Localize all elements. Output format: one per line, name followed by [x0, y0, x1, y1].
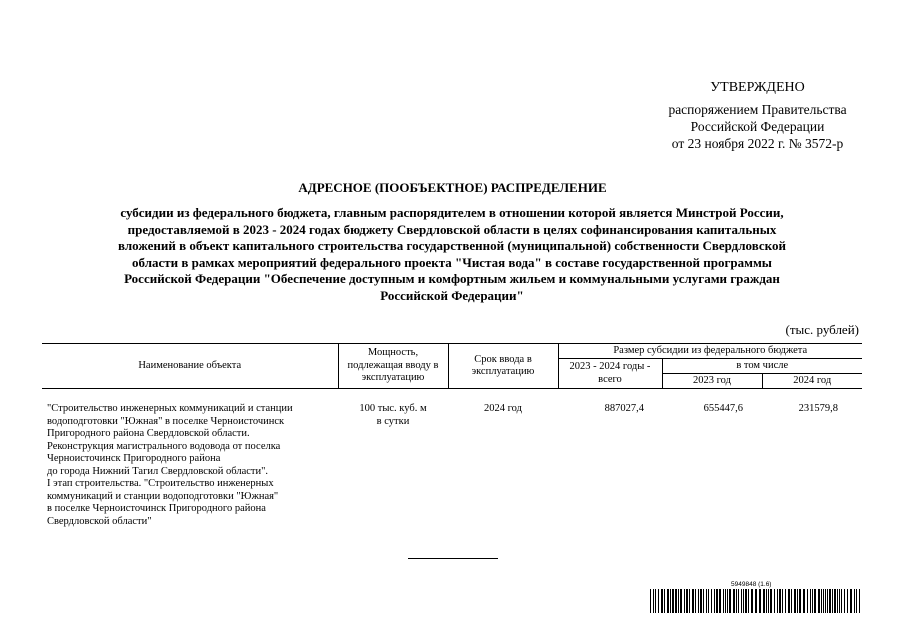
- closing-line: [408, 558, 498, 559]
- capacity-value: 100 тыс. куб. м: [359, 403, 427, 414]
- barcode-icon: [650, 589, 862, 613]
- y2023-cell: 655447,6: [703, 403, 743, 414]
- document-subtitle: [52, 205, 852, 305]
- object-name-line: Пригородного района Свердловской области.: [47, 428, 250, 439]
- term-cell: 2024 год: [484, 403, 522, 414]
- header-total: 2023 - 2024 годы - всего: [558, 359, 662, 389]
- document-code: 5949848 (1.6): [731, 581, 772, 588]
- header-2023: 2023 год: [662, 374, 762, 389]
- approval-line: от 23 ноября 2022 г. № 3572-р: [671, 136, 844, 151]
- approval-line: Российской Федерации: [690, 119, 825, 134]
- subtitle-line: Российской Федерации": [380, 287, 524, 303]
- y2024-cell: 231579,8: [798, 403, 838, 414]
- subtitle-line: Российской Федерации "Обеспечение доступным и комфортным жильем и коммунальными услугами граждан: [124, 271, 780, 287]
- object-name-line: коммуникаций и станции водоподготовки "Южная": [47, 490, 279, 502]
- subtitle-line: предоставляемой в 2023 - 2024 годах бюджету Свердловской области в целях софинансирования капитальных: [127, 221, 777, 237]
- capacity-unit: в сутки: [376, 415, 410, 427]
- units-label: (тыс. рублей): [785, 322, 859, 337]
- header-including: в том числе: [662, 359, 862, 374]
- object-name-line: Свердловской области": [47, 515, 152, 527]
- object-name-line: в поселке Черноисточинск Пригородного района: [47, 503, 266, 514]
- subtitle-line: субсидии из федерального бюджета, главным распорядителем в отношении которой является Минстрой России,: [120, 205, 784, 220]
- approval-stamp: [620, 79, 895, 152]
- object-name-line: I этап строительства. "Строительство инженерных: [47, 478, 274, 489]
- object-name-line: до города Нижний Тагил Свердловской области".: [47, 465, 269, 477]
- capacity-cell: [338, 403, 448, 428]
- object-name-line: Черноисточинск Пригородного района: [47, 453, 221, 464]
- header-name: Наименование объекта: [42, 344, 338, 389]
- approval-line: распоряжением Правительства: [668, 102, 847, 117]
- header-term: Срок ввода в эксплуатацию: [448, 344, 558, 389]
- object-name-line: Реконструкция магистрального водовода от поселка: [47, 440, 281, 452]
- header-subsidy-group: Размер субсидии из федерального бюджета: [558, 344, 862, 359]
- subtitle-line: вложений в объект капитального строительства государственной (муниципальной) собственности Свердловской: [118, 238, 786, 254]
- approval-heading: УТВЕРЖДЕНО: [710, 80, 805, 95]
- document-title: АДРЕСНОЕ (ПООБЪЕКТНОЕ) РАСПРЕДЕЛЕНИЕ: [298, 180, 607, 195]
- object-name-line: "Строительство инженерных коммуникаций и станции: [47, 403, 293, 414]
- subsidy-table-header: [42, 343, 862, 389]
- header-capacity: Мощность, подлежащая вводу в эксплуатацию: [338, 344, 448, 389]
- object-name: [47, 403, 332, 528]
- subtitle-line: области в рамках мероприятий федерального проекта "Чистая вода" в составе государственной программы: [132, 254, 772, 270]
- header-2024: 2024 год: [762, 374, 862, 389]
- total-cell: 887027,4: [604, 403, 644, 414]
- object-name-line: водоподготовки "Южная" в поселке Черноисточинск: [47, 415, 285, 427]
